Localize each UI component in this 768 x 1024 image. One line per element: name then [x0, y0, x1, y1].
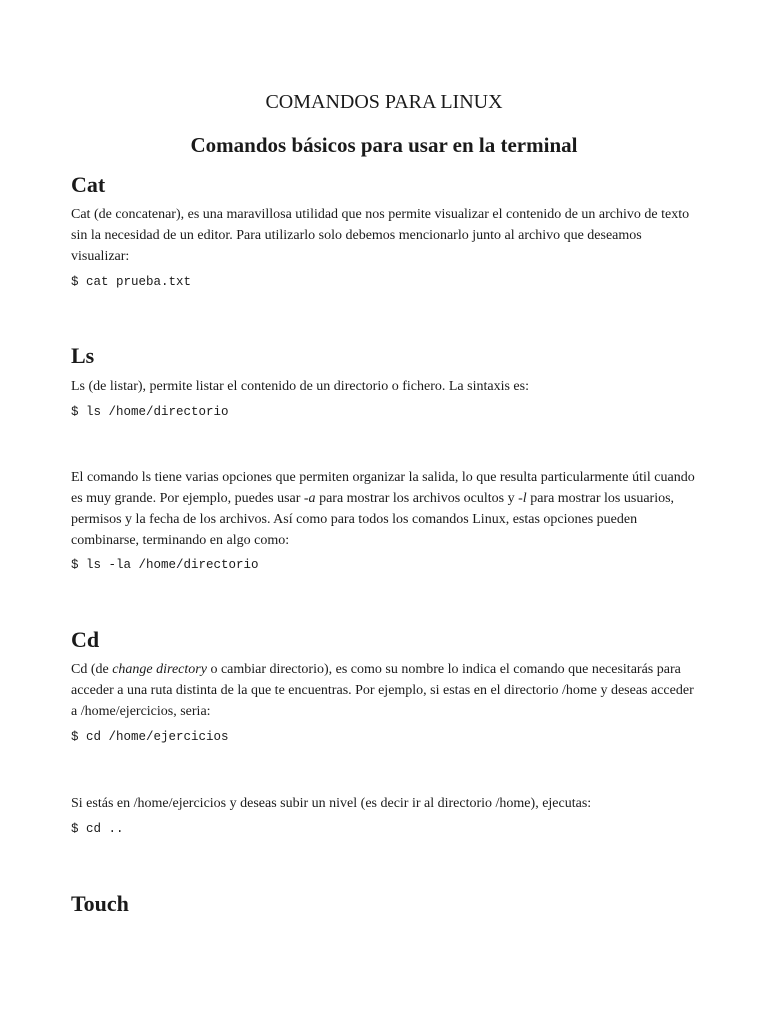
- cd-paragraph: Cd (de change directory o cambiar directorio), es como su nombre lo indica el comando que necesitarás para acceder a una ruta distinta de la que te encuentras. Por ejemplo, si estas en el directorio /home y deseas acceder a /home/ejercicios, seria:: [71, 662, 694, 719]
- change-directory-term: change directory: [112, 662, 207, 677]
- section-heading-cat: Cat: [71, 172, 106, 197]
- cat-paragraph: Cat (de concatenar), es una maravillosa utilidad que nos permite visualizar el contenido de un archivo de texto sin la necesidad de un editor. Para utilizarlo solo debemos mencionarlo junto al archivo que deseamos visualizar:: [71, 207, 690, 264]
- cd-code-1: $ cd /home/ejercicios: [71, 730, 229, 744]
- ls-paragraph-2: El comando ls tiene varias opciones que permiten organizar la salida, lo que resulta particularmente útil cuando es muy grande. Por ejemplo, puedes usar -a para mostrar los archivos ocultos y -l para mostrar los usuarios, permisos y la fecha de los archivos. Así como para todos los comandos Linux, estas opciones pueden combinarse, terminando en algo como:: [71, 470, 695, 548]
- ls-code-2: $ ls -la /home/directorio: [71, 558, 259, 572]
- cd-paragraph-2: Si estás en /home/ejercicios y deseas subir un nivel (es decir ir al directorio /home), ejecutas:: [71, 796, 592, 811]
- section-heading-ls: Ls: [71, 343, 95, 368]
- ls-paragraph: Ls (de listar), permite listar el contenido de un directorio o fichero. La sintaxis es:: [71, 379, 529, 394]
- section-heading-touch: Touch: [71, 891, 129, 916]
- section-heading-cd: Cd: [71, 627, 100, 652]
- document-subtitle: Comandos básicos para usar en la terminal: [190, 133, 578, 157]
- cat-code: $ cat prueba.txt: [71, 275, 192, 289]
- option-a: -a: [303, 491, 316, 506]
- document-title: COMANDOS PARA LINUX: [265, 91, 503, 113]
- ls-code-1: $ ls /home/directorio: [71, 405, 229, 419]
- option-l: -l: [518, 491, 527, 506]
- cd-code-2: $ cd ..: [71, 822, 124, 836]
